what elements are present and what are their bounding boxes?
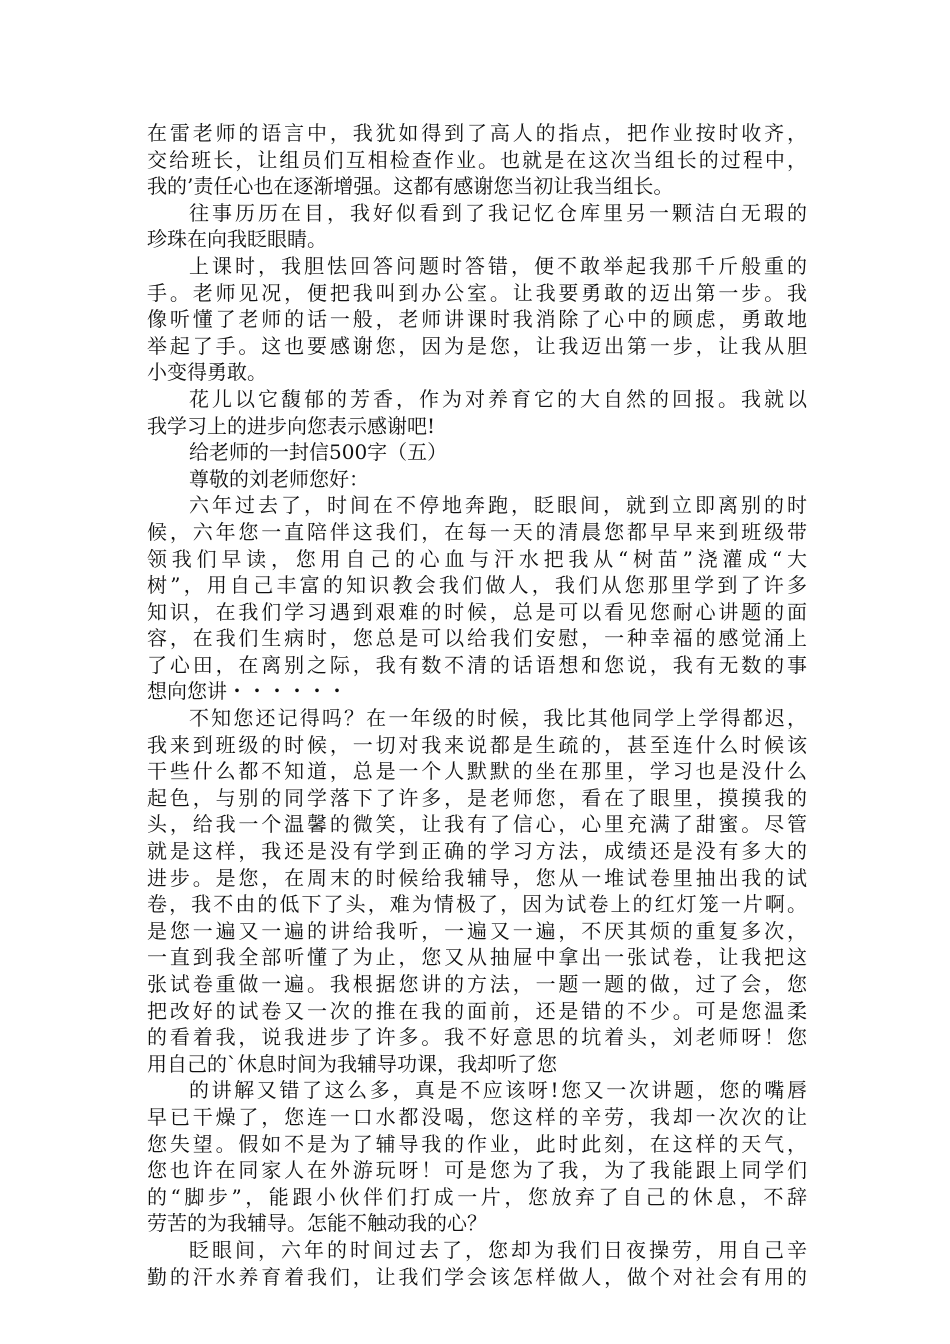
text-line: 您失望。假如不是为了辅导我的作业，此时此刻，在这样的天气， <box>147 1131 807 1156</box>
text-line: 花儿以它馥郁的芳香，作为对养育它的大自然的回报。我就以 <box>189 386 807 411</box>
text-line: 候，六年您一直陪伴这我们，在每一天的清晨您都早早来到班级带 <box>147 519 807 544</box>
text-line: 的看着我，说我进步了许多。我不好意思的坑着头，刘老师呀！您 <box>147 1025 807 1050</box>
text-line: 的讲解又错了这么多，真是不应该呀!您又一次讲题，您的嘴唇 <box>189 1078 807 1103</box>
text-line: 劳苦的为我辅导。怎能不触动我的心？ <box>147 1211 487 1236</box>
text-line: 像听懂了老师的话一般，老师讲课时我消除了心中的顾虑，勇敢地 <box>147 307 807 332</box>
text-line: 用自己的`休息时间为我辅导功课，我却听了您 <box>147 1051 557 1076</box>
text-line: 了心田，在离别之际，我有数不清的话语想和您说，我有无数的事 <box>147 652 807 677</box>
text-line: 的“脚步”，能跟小伙伴们打成一片，您放弃了自己的休息，不辞 <box>147 1184 807 1209</box>
text-line: 手。老师见况，便把我叫到办公室。让我要勇敢的迈出第一步。我 <box>147 280 807 305</box>
text-line: 不知您还记得吗？在一年级的时候，我比其他同学上学得都迟， <box>189 706 807 731</box>
text-line: 给老师的一封信500字（五） <box>189 440 448 465</box>
text-line: 眨眼间，六年的时间过去了，您却为我们日夜操劳，用自己辛 <box>189 1237 807 1262</box>
text-line: 我学习上的进步向您表示感谢吧! <box>147 413 436 438</box>
text-line: 在雷老师的语言中，我犹如得到了高人的指点，把作业按时收齐， <box>147 121 807 145</box>
text-line: 进步。是您，在周末的时候给我辅导，您从一堆试卷里抽出我的试 <box>147 865 807 890</box>
text-line: 是您一遍又一遍的讲给我听，一遍又一遍，不厌其烦的重复多次， <box>147 918 807 943</box>
text-line: 知识，在我们学习遇到艰难的时候，总是可以看见您耐心讲题的面 <box>147 599 807 624</box>
text-line: 就是这样，我还是没有学到正确的学习方法，成绩还是没有多大的 <box>147 839 807 864</box>
text-line: 张试卷重做一遍。我根据您讲的方法，一题一题的做，过了会，您 <box>147 972 807 996</box>
text-line: 树”，用自己丰富的知识教会我们做人，我们从您那里学到了许多 <box>147 573 807 598</box>
text-line: 起色，与别的同学落下了许多，是老师您，看在了眼里，摸摸我的 <box>147 785 807 810</box>
text-line: 头，给我一个温馨的微笑，让我有了信心，心里充满了甜蜜。尽管 <box>147 812 807 837</box>
text-line: 六年过去了，时间在不停地奔跑，眨眼间，就到立即离别的时 <box>189 493 807 518</box>
text-line: 小变得勇敢。 <box>147 360 267 385</box>
text-line: 上课时，我胆怯回答问题时答错，便不敢举起我那千斤般重的 <box>189 253 807 278</box>
text-line: 您也许在同家人在外游玩呀！可是您为了我，为了我能跟上同学们 <box>147 1158 807 1183</box>
text-line: 早已干燥了，您连一口水都没喝，您这样的辛劳，我却一次次的让 <box>147 1104 807 1129</box>
text-line: 珍珠在向我眨眼睛。 <box>147 227 327 252</box>
text-line: 尊敬的刘老师您好： <box>189 466 369 491</box>
text-line: 我来到班级的时候，一切对我来说都是生疏的，甚至连什么时候该 <box>147 732 807 757</box>
text-line: 想向您讲・・・・・・ <box>147 679 347 704</box>
text-line: 交给班长，让组员们互相检查作业。也就是在这次当组长的过程中， <box>147 147 807 172</box>
text-line: 我的’责任心也在逐渐增强。这都有感谢您当初让我当组长。 <box>147 174 674 199</box>
text-line: 一直到我全部听懂了为止，您又从抽屉中拿出一张试卷，让我把这 <box>147 945 807 970</box>
text-line: 勤的汗水养育着我们，让我们学会该怎样做人，做个对社会有用的 <box>147 1264 807 1289</box>
document-body <box>147 120 807 1290</box>
text-line: 干些什么都不知道，总是一个人默默的坐在那里，学习也是没什么 <box>147 759 807 784</box>
text-line: 把改好的试卷又一次的推在我的面前，还是错的不少。可是您温柔 <box>147 998 807 1023</box>
text-line: 领我们早读，您用自己的心血与汗水把我从“树苗”浇灌成“大 <box>147 546 807 571</box>
text-line: 卷，我不由的低下了头，难为情极了，因为试卷上的红灯笼一片啊。 <box>147 892 807 917</box>
text-line: 往事历历在目，我好似看到了我记忆仓库里另一颗洁白无瑕的 <box>189 200 807 225</box>
text-line: 举起了手。这也要感谢您，因为是您，让我迈出第一步，让我从胆 <box>147 333 807 358</box>
text-line: 容，在我们生病时，您总是可以给我们安慰，一种幸福的感觉涌上 <box>147 626 807 651</box>
